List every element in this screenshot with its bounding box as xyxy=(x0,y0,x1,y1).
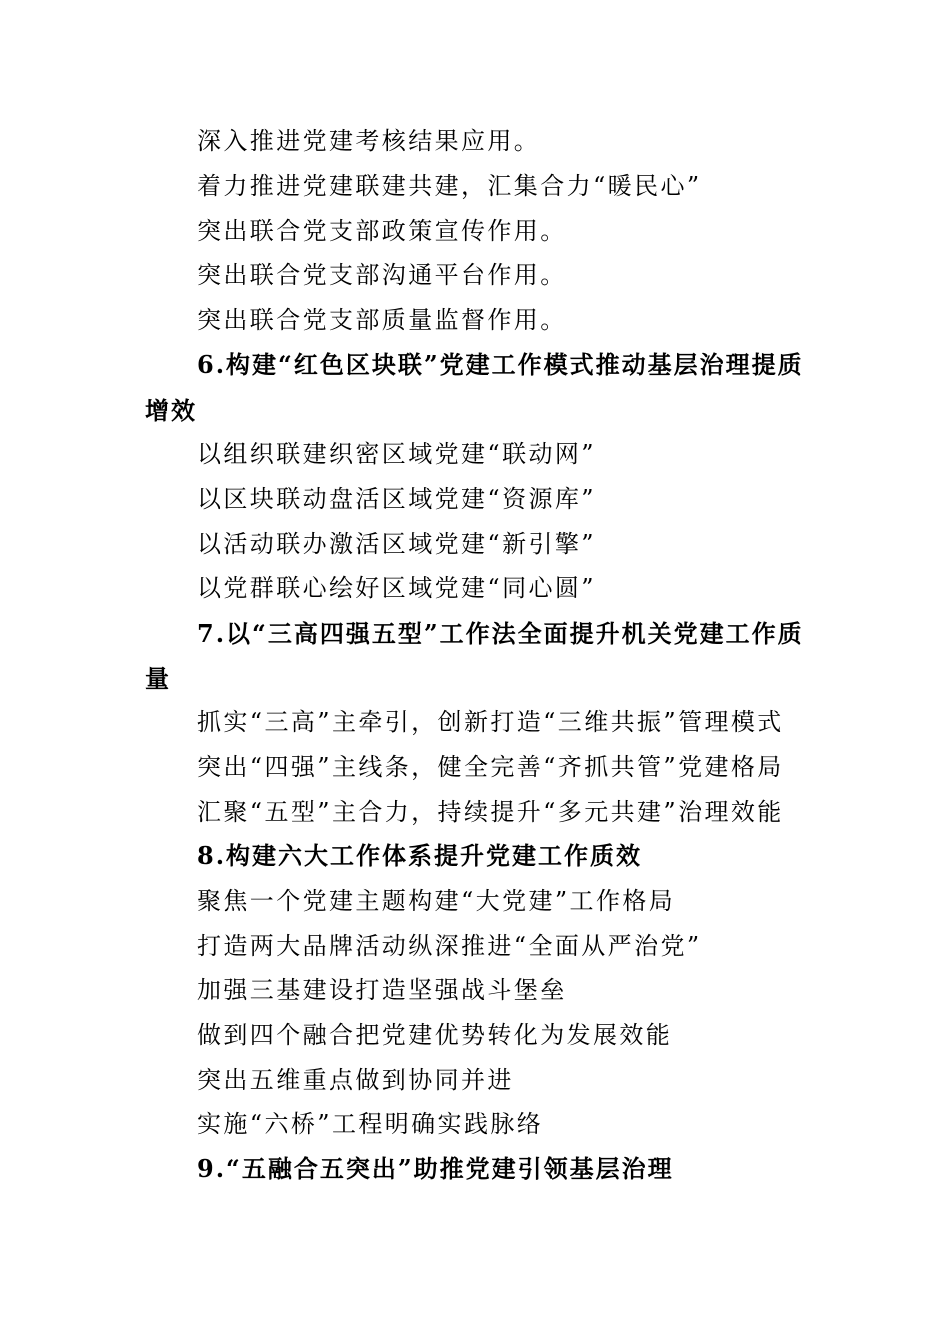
list-item: 汇聚“五型”主合力，持续提升“多元共建”治理效能 xyxy=(197,798,784,826)
section-7-heading: 7.以“三高四强五型”工作法全面提升机关党建工作质 xyxy=(197,619,804,648)
section-6-heading-continued: 增效 xyxy=(145,396,197,425)
list-item: 聚焦一个党建主题构建“大党建”工作格局 xyxy=(197,887,676,915)
list-item: 突出五维重点做到协同并进 xyxy=(197,1066,514,1094)
list-item: 以活动联办激活区域党建“新引擎” xyxy=(197,530,596,558)
text-line: 突出联合党支部质量监督作用。 xyxy=(197,306,567,334)
section-6-heading: 6.构建“红色区块联”党建工作模式推动基层治理提质 xyxy=(197,350,804,379)
section-8-heading: 8.构建六大工作体系提升党建工作质效 xyxy=(197,841,643,870)
list-item: 以党群联心绘好区域党建“同心圆” xyxy=(197,574,596,602)
list-item: 突出“四强”主线条，健全完善“齐抓共管”党建格局 xyxy=(197,753,784,781)
section-7-heading-continued: 量 xyxy=(145,664,171,693)
list-item: 做到四个融合把党建优势转化为发展效能 xyxy=(197,1021,673,1049)
list-item: 打造两大品牌活动纵深推进“全面从严治党” xyxy=(197,932,702,960)
list-item: 以区块联动盘活区域党建“资源库” xyxy=(197,485,596,513)
section-9-heading: 9.“五融合五突出”助推党建引领基层治理 xyxy=(197,1154,674,1183)
text-line: 突出联合党支部政策宣传作用。 xyxy=(197,217,567,245)
list-item: 以组织联建织密区域党建“联动网” xyxy=(197,440,596,468)
list-item: 抓实“三高”主牵引，创新打造“三维共振”管理模式 xyxy=(197,708,784,736)
list-item: 加强三基建设打造坚强战斗堡垒 xyxy=(197,976,567,1004)
list-item: 实施“六桥”工程明确实践脉络 xyxy=(197,1110,544,1138)
text-line: 深入推进党建考核结果应用。 xyxy=(197,127,541,155)
text-line: 突出联合党支部沟通平台作用。 xyxy=(197,261,567,289)
text-line: 着力推进党建联建共建，汇集合力“暖民心” xyxy=(197,172,702,200)
